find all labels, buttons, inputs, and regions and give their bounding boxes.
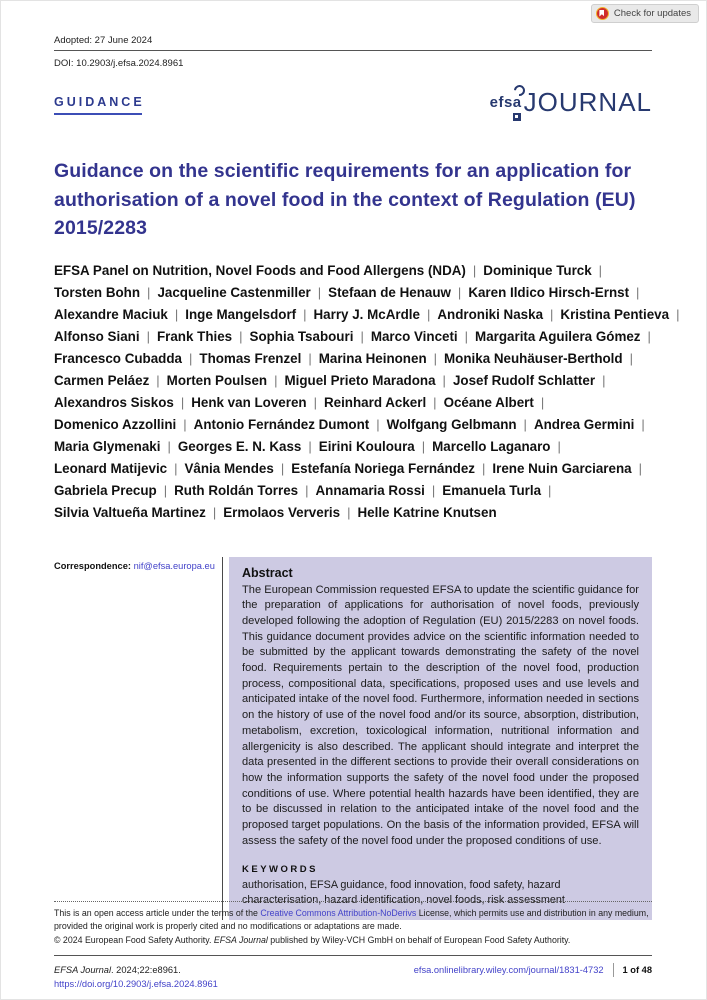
author-name: Inge Mangelsdorf [185,306,297,322]
license-text [54,907,652,932]
author-name: Josef Rudolf Schlatter [452,372,596,388]
author-name: Domenico Azzollini [54,416,177,432]
author-name: Harry J. McArdle [313,306,420,322]
efsa-logo-mark [490,94,522,112]
cc-license-link[interactable]: Creative Commons Attribution-NoDerivs [260,908,417,918]
author-separator: | [602,372,606,388]
author-name: Reinhard Ackerl [323,394,427,410]
author-name: Marina Heinonen [318,350,427,366]
efsa-journal-logo [490,87,652,118]
author-separator: | [146,328,150,344]
author-separator: | [457,284,462,300]
author-name: Torsten Bohn [54,284,141,300]
author-separator: | [426,306,431,322]
article-type-block [54,85,145,115]
author-line [54,392,652,414]
author-name: Henk van Loveren [191,394,307,410]
author-name: Maria Glymenaki [54,438,161,454]
author-separator: | [163,482,168,498]
author-separator: | [376,416,380,432]
crossmark-icon [596,7,609,20]
correspondence-label: Correspondence: [54,560,131,571]
author-name: Alexandros Siskos [54,394,174,410]
author-separator: | [280,460,285,476]
author-separator: | [183,416,187,432]
author-separator: | [638,460,642,476]
journal-site-link[interactable]: efsa.onlinelibrary.wiley.com/journal/1831-4732 [413,965,604,975]
license-post: License, which permits use and distribution in any medium, provided the original work is properly cited and no modifications or adaptations are made. [54,908,649,931]
author-name: Jacqueline Castenmiller [157,284,311,300]
author-name: Carmen Peláez [54,372,150,388]
author-separator: | [239,328,243,344]
author-name: Océane Albert [443,394,534,410]
citation-journal-name: EFSA Journal [54,965,112,975]
author-name: Alfonso Siani [54,328,140,344]
author-line [54,370,652,392]
efsa-square-icon [513,113,521,121]
author-separator: | [641,416,645,432]
author-separator: | [421,438,426,454]
author-separator: | [212,504,217,520]
author-separator: | [156,372,160,388]
header-row [54,85,652,131]
author-separator: | [189,350,193,366]
author-name: Irene Nuin Garciarena [492,460,632,476]
author-name: Gabriela Precup [54,482,157,498]
author-separator: | [482,460,486,476]
author-name: EFSA Panel on Nutrition, Novel Foods and Food Allergens (NDA) [54,262,466,278]
column-divider [222,557,223,921]
author-separator: | [174,306,179,322]
keywords-text: authorisation, EFSA guidance, food innovation, food safety, hazard characterisation, hazard identification, novel foods, risk assessment [242,879,565,906]
article-type-label: GUIDANCE [54,95,145,109]
author-separator: | [305,482,309,498]
author-line [54,436,652,458]
author-separator: | [472,262,477,278]
author-name: Leonard Matijevic [54,460,168,476]
author-separator: | [308,350,312,366]
author-separator: | [180,394,185,410]
copyright-post: published by Wiley-VCH GmbH on behalf of European Food Safety Authority. [267,935,571,945]
author-separator: | [433,350,438,366]
author-separator: | [308,438,312,454]
author-line [54,458,652,480]
header-divider [54,50,652,51]
author-separator: | [557,438,561,454]
author-separator: | [147,284,151,300]
author-line [54,502,652,524]
abstract-text: The European Commission requested EFSA to update the scientific guidance for the preparation of applications for authorisation of novel foods, previously developed following the adoption of Regulation (EU) 2015/2283 on novel foods. This guidance document provides advice on the scientific information needed to be submitted by the applicant towards demonstrating the safety of the novel food. Requirements pertain to the description of the novel food, production process, compositional data, specifications, proposed uses and use levels and anticipated intake of the novel food. Furthermore, information needed in sections on the history of use of the novel food and/or its source, absorption, distribution, metabolism, excretion, toxicological information, nutritional information and allergenicity is also described. The applicant should integrate and interpret the data presented in the different sections to provide their overall considerations on how the information supports the safety of the novel food under the proposed conditions of use. Where potential health hazards have been identified, they are to be discussed in relation to the anticipated intake of the novel food and the proposed target populations. On the basis of the information provided, EFSA will assess the safety of the novel food under the proposed conditions of use. [242,583,639,847]
author-line [54,348,652,370]
author-name: Sophia Tsabouri [249,328,354,344]
license-pre: This is an open access article under the terms of the [54,908,261,918]
author-name: Francesco Cubadda [54,350,182,366]
citation-block [54,963,218,991]
author-name: Helle Katrine Knutsen [357,504,497,520]
author-name: Kristina Pentieva [560,306,670,322]
footer-dotted-divider [54,901,652,902]
author-name: Karen Ildico Hirsch-Ernst [468,284,630,300]
author-line [54,304,680,326]
author-list [54,260,680,524]
author-separator: | [274,372,278,388]
author-separator: | [313,394,317,410]
author-name: Antonio Fernández Dumont [193,416,370,432]
check-for-updates-label: Check for updates [613,8,691,19]
author-separator: | [548,482,552,498]
author-line [54,326,652,348]
author-separator: | [540,394,545,410]
doi-link[interactable]: https://doi.org/10.2903/j.efsa.2024.8961 [54,979,218,989]
author-line [54,414,652,436]
check-for-updates-button[interactable] [591,4,699,23]
copyright-text [54,935,652,945]
author-separator: | [433,394,437,410]
author-name: Stefaan de Henauw [328,284,451,300]
footer-bottom-row [54,963,652,991]
footer-right-block [414,963,652,977]
author-line [54,480,652,502]
author-name: Annamaria Rossi [315,482,425,498]
correspondence-block [54,557,222,921]
page-number: 1 of 48 [622,965,652,975]
adopted-date: Adopted: 27 June 2024 [54,35,153,46]
author-name: Androniki Naska [437,306,544,322]
footer [54,901,652,991]
author-name: Dominique Turck [483,262,592,278]
author-separator: | [629,350,633,366]
article-type-underline [54,113,142,115]
author-name: Ermolaos Ververis [223,504,341,520]
author-name: Estefanía Noriega Fernández [291,460,476,476]
author-name: Alexandre Maciuk [54,306,168,322]
author-separator: | [523,416,527,432]
author-separator: | [360,328,364,344]
page-info-divider [613,963,614,977]
efsa-logo-text: efsa [489,93,522,111]
author-name: Thomas Frenzel [199,350,302,366]
author-name: Eirini Kouloura [318,438,415,454]
article-title: Guidance on the scientific requirements for an application for authorisation of a novel food in the context of Regulation (EU) 2015/2283 [54,160,636,239]
journal-logo-text: JOURNAL [523,87,652,117]
author-separator: | [464,328,469,344]
author-separator: | [636,284,640,300]
author-separator: | [347,504,351,520]
author-name: Frank Thies [156,328,233,344]
abstract-section [54,557,652,921]
author-name: Miguel Prieto Maradona [284,372,436,388]
author-line [54,260,652,282]
citation-rest: . 2024;22:e8961. [111,965,181,975]
author-name: Margarita Aguilera Gómez [475,328,641,344]
author-name: Ruth Roldán Torres [174,482,299,498]
doi-text: DOI: 10.2903/j.efsa.2024.8961 [54,58,184,69]
keywords-heading: KEYWORDS [242,864,318,876]
author-separator: | [303,306,307,322]
author-separator: | [442,372,446,388]
author-separator: | [174,460,178,476]
author-name: Emanuela Turla [442,482,542,498]
author-separator: | [317,284,322,300]
author-name: Wolfgang Gelbmann [386,416,517,432]
author-name: Morten Poulsen [166,372,268,388]
footer-solid-divider [54,955,652,956]
author-separator: | [598,262,603,278]
author-name: Marcello Laganaro [432,438,551,454]
author-separator: | [431,482,436,498]
copyright-journal-name: EFSA Journal [213,935,268,945]
author-name: Georges E. N. Kass [177,438,302,454]
author-name: Silvia Valtueña Martinez [54,504,206,520]
author-separator: | [167,438,171,454]
abstract-heading: Abstract [242,565,293,580]
author-name: Marco Vinceti [370,328,458,344]
author-name: Monika Neuhäuser-Berthold [444,350,623,366]
author-line [54,282,652,304]
author-separator: | [676,306,680,322]
author-separator: | [550,306,554,322]
abstract-box [229,557,652,921]
copyright-pre: © 2024 European Food Safety Authority. [54,935,214,945]
correspondence-email-link[interactable]: nif@efsa.europa.eu [133,560,215,571]
author-name: Vânia Mendes [184,460,274,476]
author-separator: | [647,328,651,344]
author-name: Andrea Germini [533,416,635,432]
